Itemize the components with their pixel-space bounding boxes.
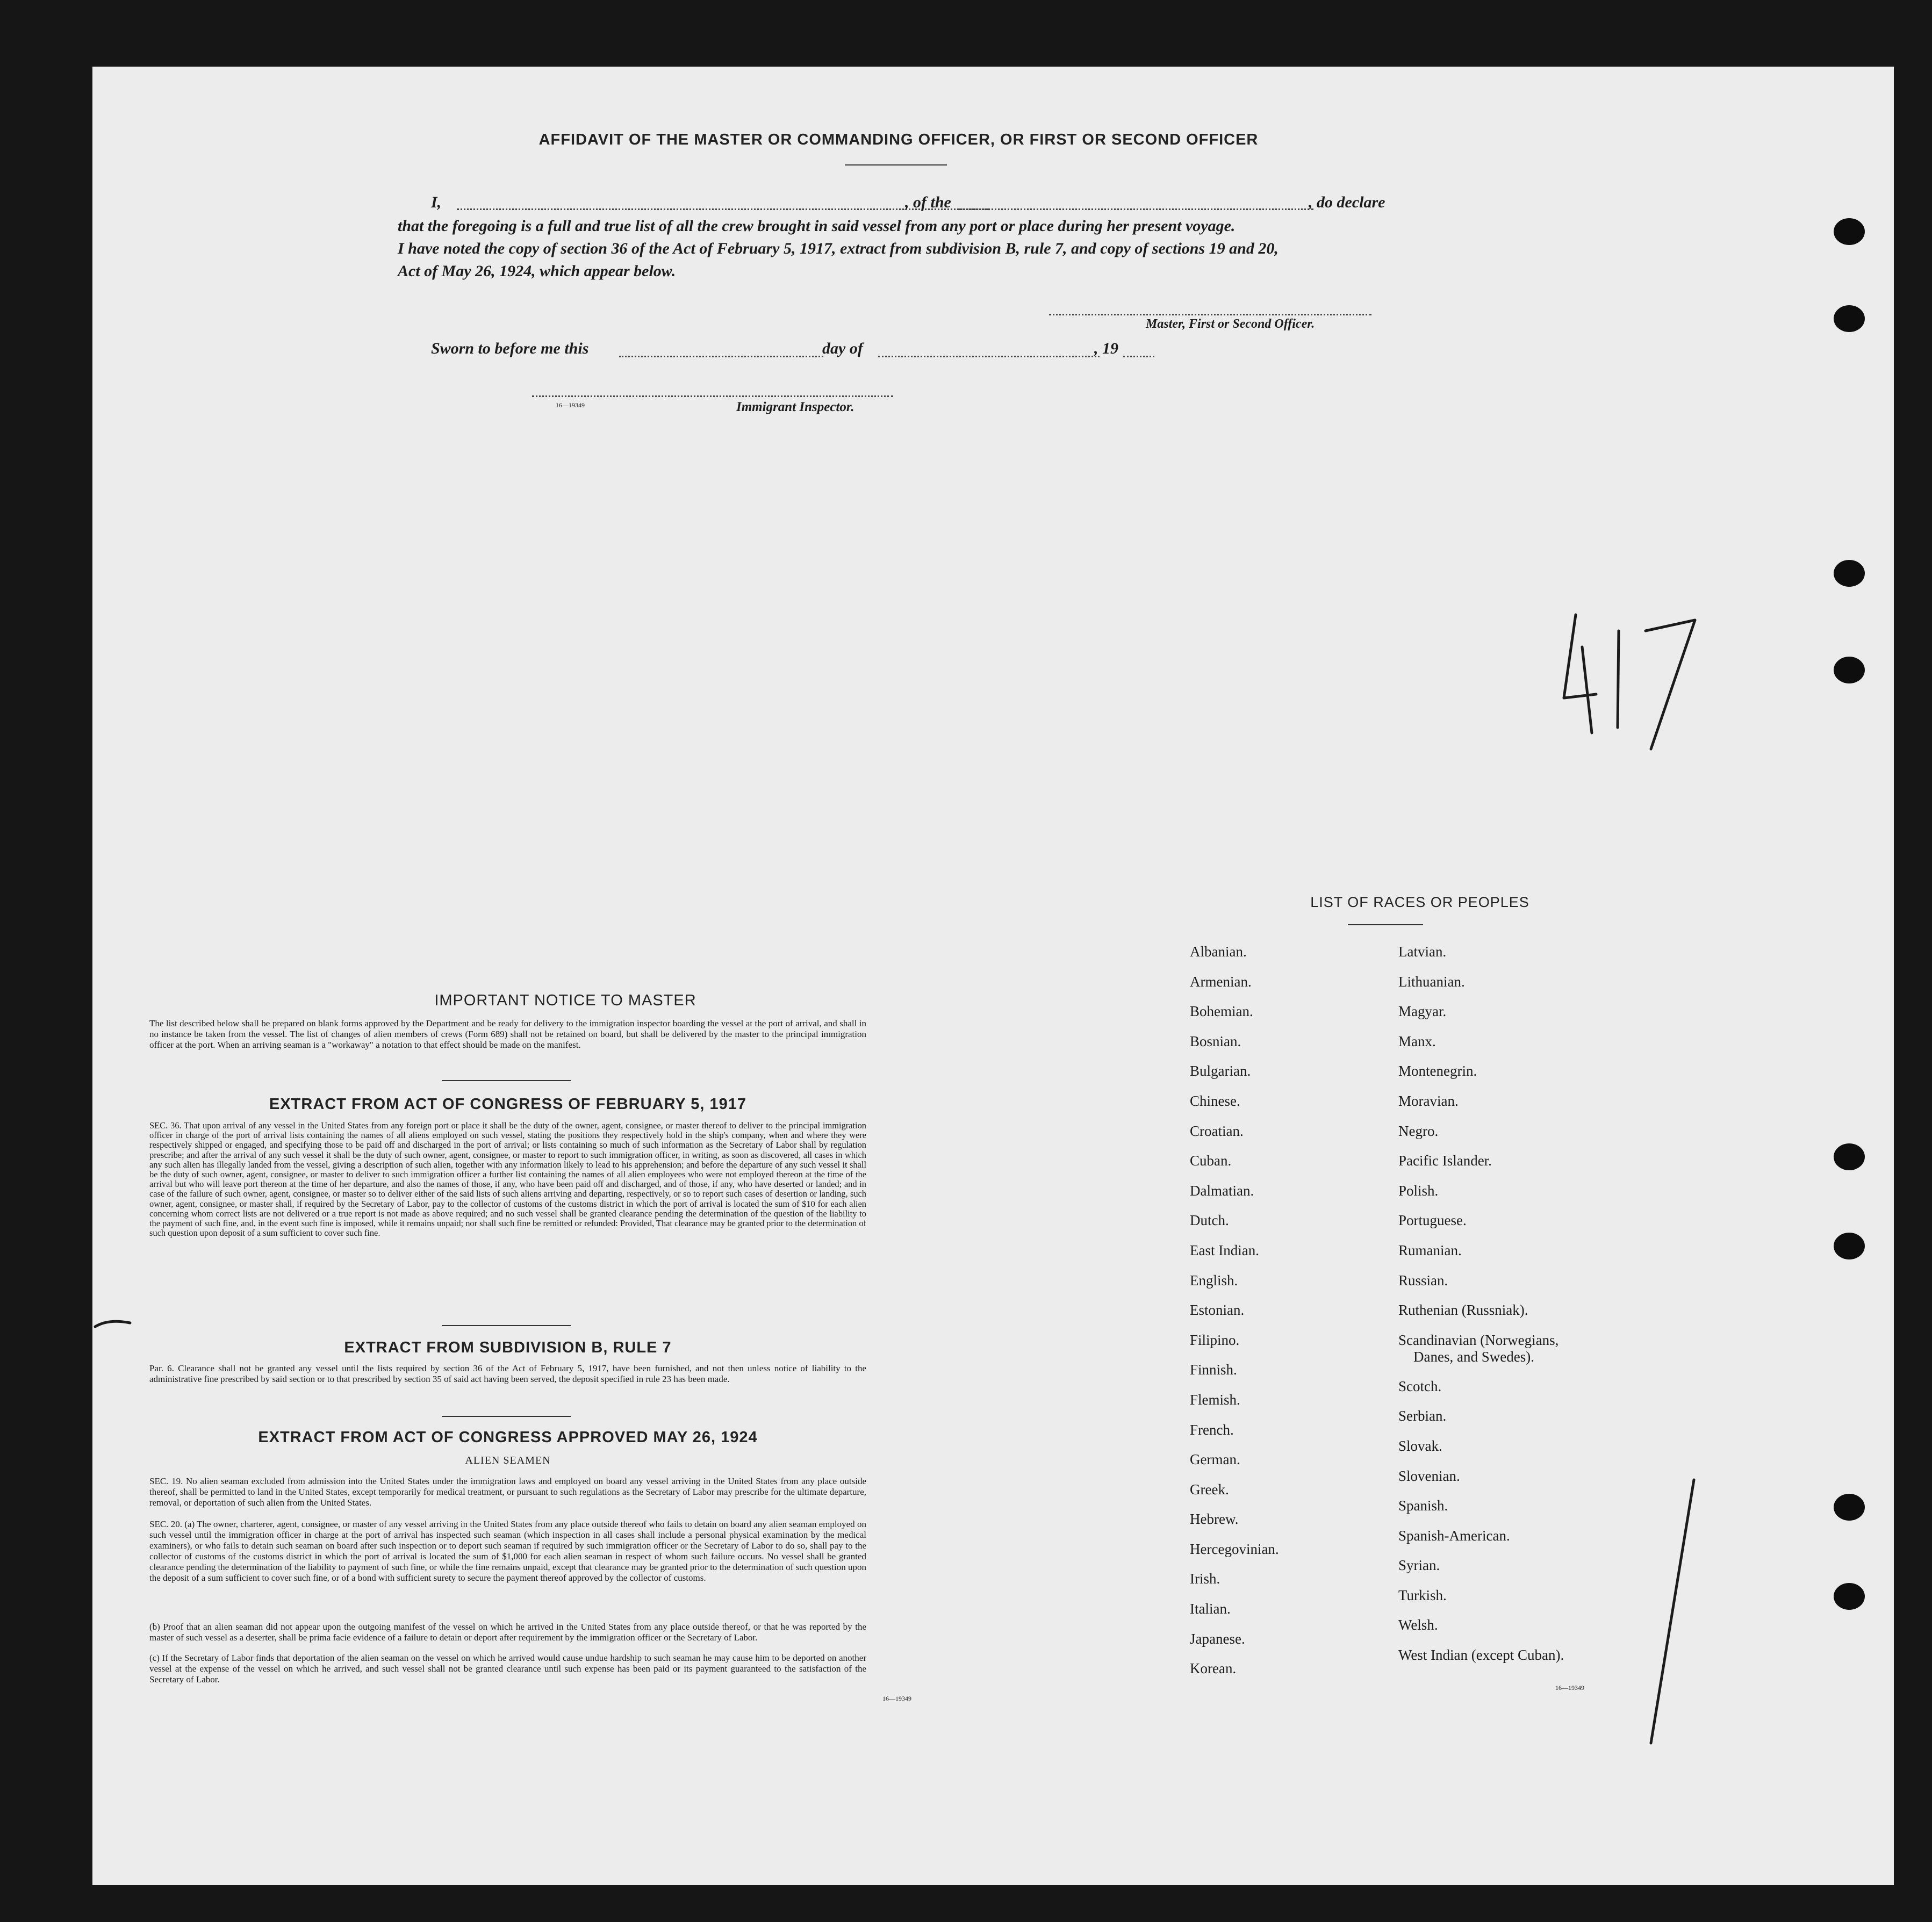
inspector-blank-line[interactable] <box>532 395 893 397</box>
race-item: Pacific Islander. <box>1398 1153 1492 1169</box>
affidavit-do-declare: , do declare <box>1309 193 1385 211</box>
signature-blank-line[interactable] <box>1049 314 1371 315</box>
race-item: Finnish. <box>1190 1362 1237 1378</box>
race-item: Latvian. <box>1398 944 1447 960</box>
binder-hole <box>1834 1233 1865 1259</box>
race-item: Moravian. <box>1398 1092 1459 1109</box>
race-item: Flemish. <box>1190 1391 1240 1408</box>
races-form-number: 16—19349 <box>1555 1684 1584 1691</box>
race-item: Scotch. <box>1398 1378 1442 1394</box>
race-item: Polish. <box>1398 1182 1439 1199</box>
races-divider <box>1348 924 1423 925</box>
race-item: Danes, and Swedes). <box>1413 1348 1534 1365</box>
affidavit-line-3: I have noted the copy of section 36 of the Act of February 5, 1917, extract from subdivision B, rule 7, and copy of sections 19 and 20, <box>398 240 1279 257</box>
race-item: Dutch. <box>1190 1212 1229 1229</box>
race-item: West Indian (except Cuban). <box>1398 1647 1564 1664</box>
year-prefix: , 19 <box>1094 340 1118 357</box>
affidavit-of-the: , of the <box>905 193 951 211</box>
margin-mark <box>92 1313 135 1335</box>
divider-1917 <box>442 1080 571 1081</box>
binder-hole <box>1834 1583 1865 1610</box>
section-20a-text: SEC. 20. (a) The owner, charterer, agent, consignee, or master of any vessel arriving in the United States from any place outside thereof who fails to detain on board any alien seaman employed on such vessel until the immigration officer in charge at the port of arrival has inspected such seaman (which inspection in all cases shall include a personal physical examination by the medical examiners), or who fails to detain such seaman on board after such inspection or to deport such seaman if required by such immigration officer or the Secretary of Labor to do so, shall pay to the collector of customs of the customs district in which the port of arrival is located the sum of $1,000 for each alien seaman in respect of whom such failure occurs. No vessel shall be granted clearance pending the determination of the liability to payment of such fine, or while the fine remains unpaid, except that clearance may be granted prior to the determination of such question upon the deposit of a sum sufficient to cover such fine, or of a bond with sufficient surety to secure the payment thereof approved by the collector of customs. <box>149 1519 866 1583</box>
race-item: Bosnian. <box>1190 1033 1241 1049</box>
race-item: German. <box>1190 1451 1240 1468</box>
day-blank-line[interactable] <box>619 356 823 357</box>
rule7-text: Par. 6. Clearance shall not be granted any vessel until the lists required by section 36 of the Act of February 5, 1917, have been furnished, and not then unless notice of liability to the administrative fine prescribed by said section or to that prescribed by section 35 of said act having been served, the deposit specified in rule 23 has been made. <box>149 1363 866 1384</box>
race-item: Filipino. <box>1190 1331 1240 1348</box>
race-item: Cuban. <box>1190 1153 1232 1169</box>
race-item: Croatian. <box>1190 1122 1244 1139</box>
races-title: LIST OF RACES OR PEOPLES <box>1310 894 1529 910</box>
extract-1924-title: EXTRACT FROM ACT OF CONGRESS APPROVED MAY 26, 1924 <box>258 1429 758 1446</box>
races-column-2 <box>1398 937 1564 1671</box>
day-of-text: day of <box>822 340 863 357</box>
race-item: Albanian. <box>1190 944 1247 960</box>
race-item: Rumanian. <box>1398 1242 1462 1258</box>
extract-1917-title: EXTRACT FROM ACT OF CONGRESS OF FEBRUARY 5, 1917 <box>269 1096 747 1113</box>
race-item: Estonian. <box>1190 1302 1245 1319</box>
race-item: English. <box>1190 1272 1238 1288</box>
binder-hole <box>1834 1143 1865 1170</box>
race-item: Magyar. <box>1398 1003 1447 1020</box>
race-item: Greek. <box>1190 1481 1229 1498</box>
race-item: Slovenian. <box>1398 1467 1460 1484</box>
handwritten-number-417 <box>1554 599 1721 754</box>
race-item: Portuguese. <box>1398 1212 1467 1229</box>
race-item: Welsh. <box>1398 1617 1438 1633</box>
race-item: Turkish. <box>1398 1587 1447 1603</box>
affidavit-line-2: that the foregoing is a full and true list of all the crew brought in said vessel from any port or place during her present voyage. <box>398 217 1236 235</box>
race-item: Armenian. <box>1190 973 1252 990</box>
race-item: Lithuanian. <box>1398 973 1465 990</box>
section-20b-text: (b) Proof that an alien seaman did not appear upon the outgoing manifest of the vessel on which he arrived in the United States from any place outside thereof, or that he was reported by the master of such vessel as a deserter, shall be prima facie evidence of a failure to detain or deport after requirement by the immigration officer or the Secretary of Labor. <box>149 1622 866 1643</box>
affidavit-form-number: 16—19349 <box>556 401 585 409</box>
vessel-blank-line[interactable] <box>959 208 1313 210</box>
binder-hole <box>1834 1494 1865 1521</box>
race-item: Spanish. <box>1398 1498 1448 1514</box>
month-blank-line[interactable] <box>878 356 1100 357</box>
binder-hole <box>1834 218 1865 245</box>
divider-rule7 <box>442 1325 571 1326</box>
section-19-text: SEC. 19. No alien seaman excluded from admission into the United States under the immigration laws and employed on board any vessel arriving in the United States from any place outside thereof, shall be permitted to land in the United States, except temporarily for medical treatment, or pursuant to such regulations as the Secretary of Labor may prescribe for the ultimate departure, removal, or deportation of such alien from the United States. <box>149 1476 866 1508</box>
race-item: Japanese. <box>1190 1630 1245 1647</box>
race-item: Negro. <box>1398 1122 1439 1139</box>
title-divider <box>845 164 947 165</box>
race-item: Dalmatian. <box>1190 1182 1254 1199</box>
affidavit-line-4: Act of May 26, 1924, which appear below. <box>398 262 676 280</box>
race-item: Spanish-American. <box>1398 1527 1510 1544</box>
notice-text: The list described below shall be prepared on blank forms approved by the Department and be ready for delivery to the immigration inspector boarding the vessel at the port of arrival, and shall in no instance be taken from the vessel. The list of changes of alien members of crews (Form 689) shall not be retained on board, but shall be delivered by the master to the principal immigration officer at the port. When an arriving seaman is a "workaway" a notation to that effect should be made on the manifest. <box>149 1018 866 1050</box>
race-item: Scandinavian (Norwegians, <box>1398 1331 1559 1348</box>
sworn-text: Sworn to before me this <box>431 340 589 357</box>
race-item: Bulgarian. <box>1190 1063 1251 1079</box>
rule7-title: EXTRACT FROM SUBDIVISION B, RULE 7 <box>344 1339 672 1356</box>
race-item: East Indian. <box>1190 1242 1259 1258</box>
year-blank-line[interactable] <box>1123 356 1154 357</box>
race-item: Bohemian. <box>1190 1003 1253 1020</box>
extract-form-number: 16—19349 <box>882 1695 911 1702</box>
race-item: Montenegrin. <box>1398 1063 1477 1079</box>
race-item: Chinese. <box>1190 1092 1240 1109</box>
extract-1917-text: SEC. 36. That upon arrival of any vessel in the United States from any foreign port or place it shall be the duty of the owner, agent, consignee, or master thereof to deliver to the principal immigration officer in charge of the port of arrival lists containing the names of all aliens employed on such vessel, stating the positions they respectively hold in the ship's company, when and where they were respectively shipped or engaged, and specifying those to be paid off and discharged in the port of arrival; or lists containing so much of such information as the Secretary of Labor shall by regulation prescribe; and after the arrival of any such vessel it shall be the duty of such owner, agent, consignee, or master to report to such immigration officer, in writing, as soon as discovered, all cases in which any such alien has illegally landed from the vessel, giving a description of such alien, together with any information likely to lead to his apprehension; and before the departure of any such vessel it shall be the duty of such owner, agent, consignee, or master to deliver to such immigration officer a further list containing the names of all alien employees who were not employed thereon at the time of the arrival but who will leave port thereon at the time of her departure, and also the names of those, if any, who have been paid off and discharged, and of those, if any, who have deserted or landed; and in case of the failure of such owner, agent, consignee, or master so to deliver either of the said lists of such aliens arriving and departing, respectively, or so to report such cases of desertion or landing, such owner, agent, consignee, or master shall, if required by the Secretary of Labor, pay to the collector of customs of the customs district in which the port of arrival is located the sum of $10 for each alien concerning whom correct lists are not delivered or a true report is not made as above required; and no such vessel shall be granted clearance pending the determination of the question of the liability to the payment of such fine, and, in the event such fine is imposed, while it remains unpaid; nor shall such fine be remitted or refunded: Provided, That clearance may be granted prior to the determination of such question upon deposit of a sum sufficient to cover such fine. <box>149 1120 866 1239</box>
document-page <box>92 67 1894 1885</box>
section-20c-text: (c) If the Secretary of Labor finds that deportation of the alien seaman on the vessel on which he arrived would cause undue hardship to such seaman he may cause him to be deported on another vessel at the expense of the vessel on which he arrived, and such vessel shall not be granted clearance until such expense has been paid or its payment guaranteed to the satisfaction of the Secretary of Labor. <box>149 1653 866 1685</box>
race-item: Ruthenian (Russniak). <box>1398 1302 1528 1319</box>
race-item: Slovak. <box>1398 1437 1442 1454</box>
affidavit-title: AFFIDAVIT OF THE MASTER OR COMMANDING OFFICER, OR FIRST OR SECOND OFFICER <box>538 131 1259 148</box>
race-item: Hebrew. <box>1190 1511 1239 1528</box>
signature-label: Master, First or Second Officer. <box>1146 317 1315 331</box>
race-item: Russian. <box>1398 1272 1448 1288</box>
race-item: Korean. <box>1190 1660 1237 1677</box>
binder-hole <box>1834 560 1865 587</box>
race-item: Hercegovinian. <box>1190 1541 1279 1557</box>
inspector-label: Immigrant Inspector. <box>736 400 854 414</box>
race-item: Irish. <box>1190 1571 1220 1587</box>
race-item: Serbian. <box>1398 1408 1447 1424</box>
alien-seamen-subtitle: ALIEN SEAMEN <box>465 1455 551 1466</box>
affidavit-i: I, <box>431 193 442 211</box>
binder-hole <box>1834 305 1865 332</box>
binder-hole <box>1834 657 1865 683</box>
race-item: Syrian. <box>1398 1557 1440 1574</box>
race-item: French. <box>1190 1421 1234 1438</box>
handwritten-mark-1 <box>1640 1474 1705 1754</box>
race-item: Manx. <box>1398 1033 1436 1049</box>
race-item: Italian. <box>1190 1601 1231 1617</box>
divider-1924 <box>442 1416 571 1417</box>
races-column-1 <box>1190 937 1279 1684</box>
notice-title: IMPORTANT NOTICE TO MASTER <box>434 992 696 1009</box>
